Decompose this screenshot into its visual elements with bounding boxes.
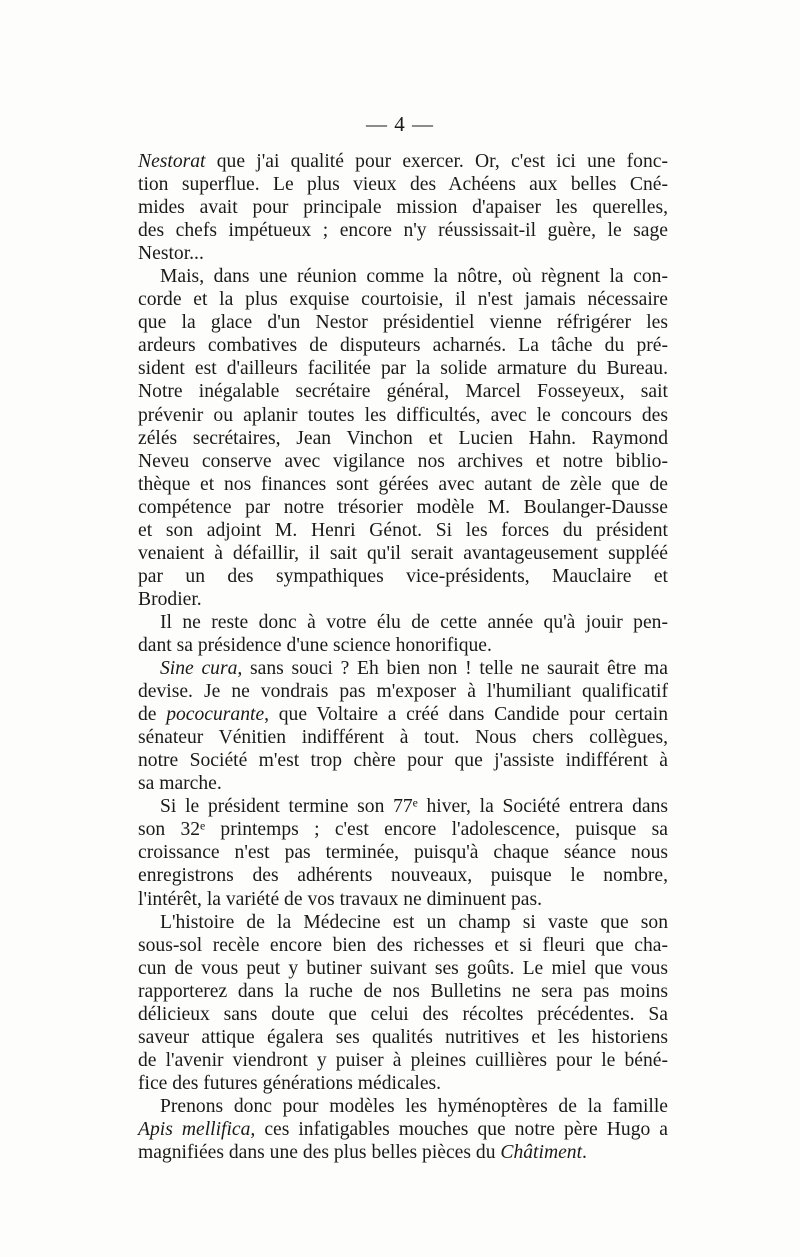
text-segment: l'intérêt, la variété de vos travaux ne diminuent pas. <box>138 888 542 910</box>
text-segment: , que Voltaire a créé dans Candide pour certain <box>264 704 668 726</box>
text-segment: Il ne reste donc à votre élu de cette année qu'à jouir pen- <box>160 611 668 633</box>
text-segment: croissance n'est pas terminée, puisqu'à chaque séance nous <box>138 842 668 864</box>
text-segment: . <box>582 1142 587 1164</box>
text-segment: de <box>138 704 167 726</box>
text-segment: prévenir ou aplanir toutes les difficultés, avec le concours des <box>138 404 668 426</box>
paragraph <box>138 1095 668 1164</box>
text-segment: sident est d'ailleurs facilitée par la solide armature du Bureau. <box>138 358 668 380</box>
text-line <box>138 888 668 911</box>
text-line <box>138 1095 668 1118</box>
text-line <box>138 173 668 196</box>
text-segment: et son adjoint M. Henri Génot. Si les forces du président <box>138 519 668 541</box>
text-segment: Si le président termine son 77ᵉ hiver, la Société entrera dans <box>160 796 668 818</box>
text-segment: que la glace d'un Nestor présidentiel vienne réfrigérer les <box>138 312 668 334</box>
text-line <box>138 911 668 934</box>
text-segment: saveur attique égalera ses qualités nutritives et les historiens <box>138 1026 668 1048</box>
paragraph <box>138 611 668 657</box>
text-segment: notre Société m'est trop chère pour que j'assiste indifférent à <box>138 750 668 772</box>
text-line <box>138 288 668 311</box>
text-line <box>138 957 668 980</box>
text-line <box>138 334 668 357</box>
text-line <box>138 749 668 772</box>
text-line <box>138 795 668 818</box>
text-line <box>138 703 668 726</box>
text-segment: fice des futures générations médicales. <box>138 1072 442 1094</box>
text-segment: L'histoire de la Médecine est un champ si vaste que son <box>160 911 668 933</box>
text-segment: rapporterez dans la ruche de nos Bulletins ne sera pas moins <box>138 980 668 1002</box>
body-text <box>138 150 668 1164</box>
text-line <box>138 542 668 565</box>
text-line <box>138 1118 668 1141</box>
italic-term: pococurante <box>166 704 265 726</box>
text-line <box>138 196 668 219</box>
text-segment: son 32ᵉ printemps ; c'est encore l'adolescence, puisque sa <box>138 819 668 841</box>
text-segment: sénateur Vénitien indifférent à tout. Nous chers collègues, <box>138 727 668 749</box>
text-segment: que j'ai qualité pour exercer. Or, c'est ici une fonc- <box>205 151 668 172</box>
text-line <box>138 818 668 841</box>
paragraph <box>138 795 668 910</box>
text-line <box>138 519 668 542</box>
text-segment: mides avait pour principale mission d'apaiser les querelles, <box>138 197 668 219</box>
page-number: — 4 — <box>366 112 434 136</box>
text-line <box>138 1141 668 1164</box>
text-line <box>138 496 668 519</box>
italic-term: Châtiment <box>500 1142 583 1164</box>
text-segment: par un des sympathiques vice-présidents, Mauclaire et <box>138 565 668 587</box>
text-segment: zélés secrétaires, Jean Vinchon et Lucien Hahn. Raymond <box>138 427 668 449</box>
text-segment: compétence par notre trésorier modèle M. Boulanger-Dausse <box>138 496 668 518</box>
text-line <box>138 841 668 864</box>
text-line <box>138 934 668 957</box>
text-segment: cun de vous peut y butiner suivant ses goûts. Le miel que vous <box>138 957 668 979</box>
text-line <box>138 219 668 242</box>
paragraph <box>138 911 668 1095</box>
text-line <box>138 150 668 173</box>
text-segment: Mais, dans une réunion comme la nôtre, où règnent la con- <box>160 266 668 288</box>
text-line <box>138 864 668 887</box>
text-segment: dant sa présidence d'une science honorifique. <box>138 634 492 656</box>
text-line <box>138 404 668 427</box>
text-line <box>138 450 668 473</box>
text-line <box>138 980 668 1003</box>
text-segment: ces infatigables mouches que notre père Hugo a <box>255 1118 668 1140</box>
text-line <box>138 1049 668 1072</box>
text-line <box>138 242 668 265</box>
text-segment: devise. Je ne vondrais pas m'exposer à l'humiliant qualificatif <box>138 681 668 703</box>
text-line <box>138 1026 668 1049</box>
text-segment: thèque et nos finances sont gérées avec autant de zèle que de <box>138 473 668 495</box>
text-line <box>138 657 668 680</box>
text-line <box>138 473 668 496</box>
text-line <box>138 380 668 403</box>
text-segment: sa marche. <box>138 773 222 795</box>
italic-term: Sine cura, <box>160 658 243 680</box>
text-segment: Nestor... <box>138 243 204 265</box>
text-segment: Brodier. <box>138 588 202 610</box>
text-segment: sans souci ? Eh bien non ! telle ne saurait être ma <box>242 658 668 680</box>
italic-term: Nestorat <box>138 151 206 172</box>
text-line <box>138 588 668 611</box>
text-line <box>138 611 668 634</box>
text-segment: ardeurs combatives de disputeurs acharnés. La tâche du pré- <box>138 335 668 357</box>
paragraph <box>138 657 668 795</box>
text-segment: des chefs impétueux ; encore n'y réussissait-il guère, le sage <box>138 220 668 242</box>
text-line <box>138 357 668 380</box>
text-line <box>138 427 668 450</box>
text-line <box>138 680 668 703</box>
text-segment: venaient à défaillir, il sait qu'il serait avantageusement suppléé <box>138 542 668 564</box>
text-segment: sous-sol recèle encore bien des richesses et si fleuri que cha- <box>138 934 668 956</box>
text-line <box>138 565 668 588</box>
text-line <box>138 726 668 749</box>
paragraph <box>138 150 668 265</box>
italic-term: Apis mellifica, <box>138 1118 256 1140</box>
text-segment: tion superflue. Le plus vieux des Achéens aux belles Cné- <box>138 174 668 196</box>
text-segment: Neveu conserve avec vigilance nos archives et notre biblio- <box>138 450 668 472</box>
text-segment: de l'avenir viendront y puiser à pleines cuillières pour le béné- <box>138 1049 668 1071</box>
text-segment: enregistrons des adhérents nouveaux, puisque le nombre, <box>138 865 668 887</box>
text-segment: corde et la plus exquise courtoisie, il n'est jamais nécessaire <box>138 289 668 311</box>
text-line <box>138 1072 668 1095</box>
text-line <box>138 311 668 334</box>
text-line <box>138 772 668 795</box>
text-line <box>138 265 668 288</box>
text-segment: magnifiées dans une des plus belles pièces du <box>138 1142 501 1164</box>
text-segment: Prenons donc pour modèles les hyménoptères de la famille <box>160 1095 668 1117</box>
text-line <box>138 634 668 657</box>
paragraph <box>138 265 668 611</box>
text-segment: délicieux sans doute que celui des récoltes précédentes. Sa <box>138 1003 668 1025</box>
text-segment: Notre inégalable secrétaire général, Marcel Fosseyeux, sait <box>138 381 668 403</box>
text-line <box>138 1003 668 1026</box>
